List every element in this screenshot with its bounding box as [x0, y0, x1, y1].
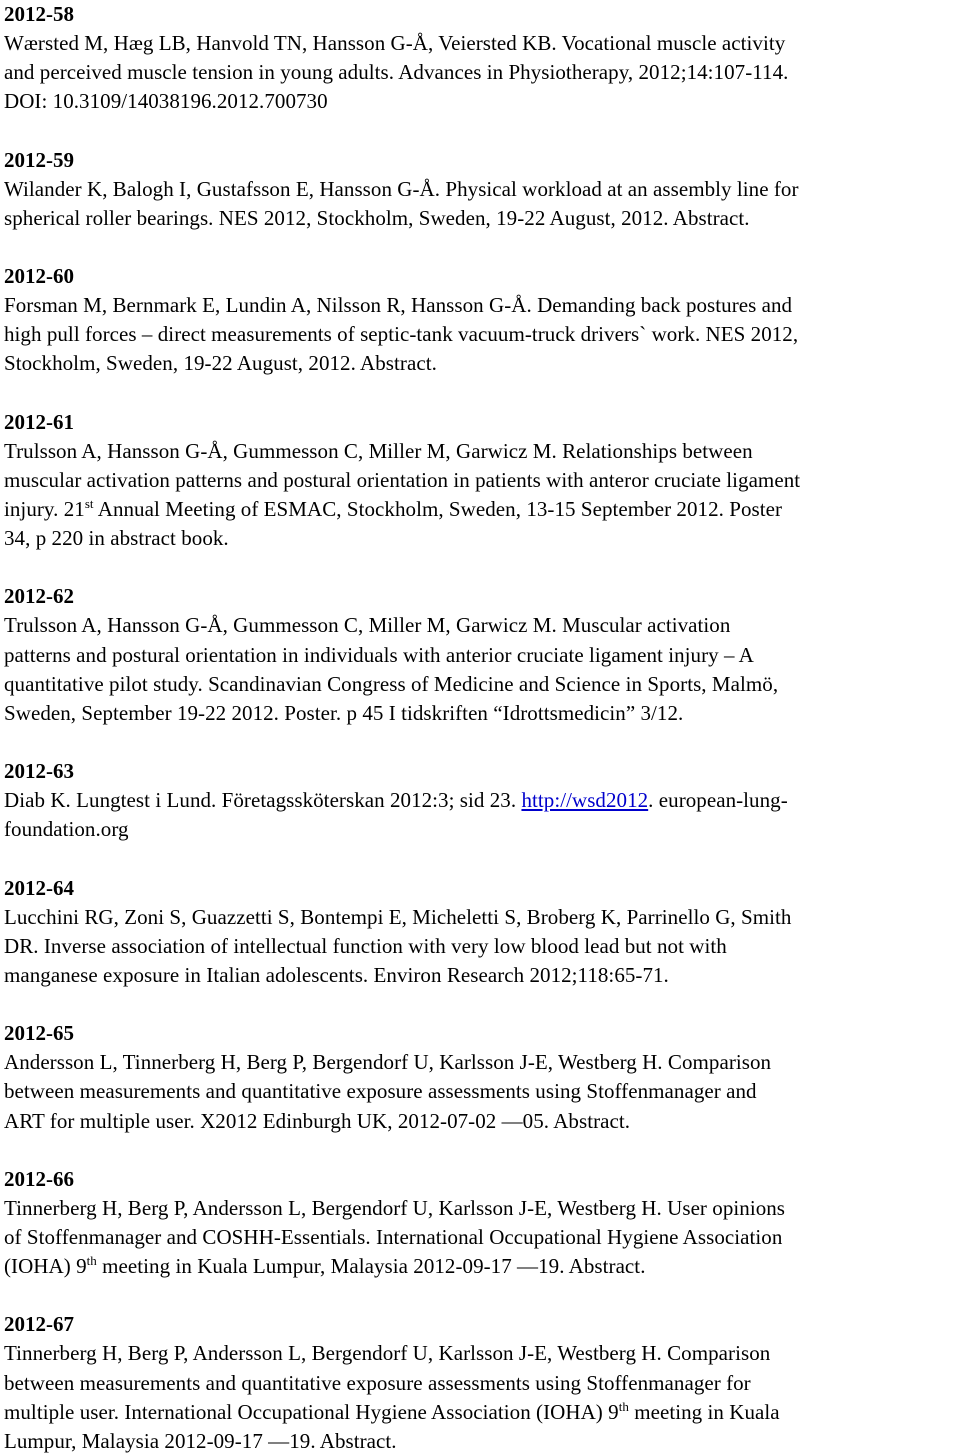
entry-line: Andersson L, Tinnerberg H, Berg P, Bergendorf U, Karlsson J-E, Westberg H. Comparison — [4, 1050, 772, 1075]
entry-line: Trulsson A, Hansson G-Å, Gummesson C, Miller M, Garwicz M. Relationships between — [4, 438, 753, 463]
entry-2012-61 — [4, 408, 956, 554]
entry-id: 2012-63 — [4, 759, 74, 784]
entry-line-segment: . european-lung- — [648, 788, 788, 813]
entry-id: 2012-66 — [4, 1166, 74, 1191]
entry-line: between measurements and quantitative exposure assessments using Stoffenmanager for — [4, 1370, 751, 1395]
entry-line-segment: Annual Meeting of ESMAC, Stockholm, Sweden, 13-15 September 2012. Poster — [93, 497, 783, 522]
entry-2012-67 — [4, 1310, 956, 1456]
entry-line-segment: injury. 21 — [4, 497, 85, 522]
entry-line: Tinnerberg H, Berg P, Andersson L, Bergendorf U, Karlsson J-E, Westberg H. User opinions — [4, 1195, 786, 1220]
entry-2012-62 — [4, 582, 956, 728]
entry-id: 2012-58 — [4, 2, 74, 26]
entry-line: Trulsson A, Hansson G-Å, Gummesson C, Miller M, Garwicz M. Muscular activation — [4, 613, 731, 638]
entry-text — [4, 1194, 956, 1282]
entry-line — [4, 495, 956, 524]
entry-2012-63 — [4, 757, 956, 844]
entry-text — [4, 291, 956, 379]
entry-2012-66 — [4, 1165, 956, 1282]
entry-line: DR. Inverse association of intellectual function with very low blood lead but not with — [4, 933, 727, 958]
entry-id: 2012-61 — [4, 409, 74, 434]
entry-text — [4, 1339, 956, 1456]
entry-text — [4, 903, 956, 991]
entry-line-segment: meeting in Kuala Lumpur, Malaysia 2012-09-17 —19. Abstract. — [96, 1254, 646, 1279]
entry-line: spherical roller bearings. NES 2012, Stockholm, Sweden, 19-22 August, 2012. Abstract. — [4, 205, 750, 230]
entry-line: manganese exposure in Italian adolescents. Environ Research 2012;118:65-71. — [4, 963, 669, 988]
entry-line: and perceived muscle tension in young adults. Advances in Physiotherapy, 2012;14:107-114. — [4, 60, 789, 85]
entry-line: high pull forces – direct measurements of septic-tank vacuum-truck drivers` work. NES 2012, — [4, 322, 799, 347]
entry-line: 34, p 220 in abstract book. — [4, 526, 229, 551]
entry-id: 2012-64 — [4, 875, 74, 900]
entry-line: Wærsted M, Hæg LB, Hanvold TN, Hansson G-Å, Veiersted KB. Vocational muscle activity — [4, 31, 786, 55]
entry-text — [4, 1048, 956, 1136]
entry-line — [4, 1252, 956, 1281]
entry-line: of Stoffenmanager and COSHH-Essentials. International Occupational Hygiene Association — [4, 1225, 783, 1250]
entry-line-segment: meeting in Kuala — [628, 1399, 780, 1424]
entry-2012-64 — [4, 874, 956, 991]
entry-2012-59 — [4, 146, 956, 233]
entry-2012-58 — [4, 0, 956, 117]
entry-line — [4, 786, 956, 815]
entry-id: 2012-59 — [4, 147, 74, 172]
entry-id: 2012-67 — [4, 1312, 74, 1337]
entry-line: ART for multiple user. X2012 Edinburgh UK, 2012-07-02 —05. Abstract. — [4, 1108, 631, 1133]
entry-line: between measurements and quantitative exposure assessments using Stoffenmanager and — [4, 1079, 757, 1104]
publication-list — [4, 0, 956, 1456]
ordinal-suffix: th — [618, 1398, 629, 1414]
entry-line: Forsman M, Bernmark E, Lundin A, Nilsson R, Hansson G-Å. Demanding back postures and — [4, 293, 793, 318]
entry-line: quantitative pilot study. Scandinavian Congress of Medicine and Science in Sports, Malmö, — [4, 671, 779, 696]
entry-line — [4, 1398, 956, 1427]
entry-line: Stockholm, Sweden, 19-22 August, 2012. Abstract. — [4, 351, 437, 376]
entry-text — [4, 175, 956, 233]
ordinal-suffix: st — [84, 496, 94, 512]
entry-line: Tinnerberg H, Berg P, Andersson L, Bergendorf U, Karlsson J-E, Westberg H. Comparison — [4, 1341, 771, 1366]
entry-text — [4, 29, 956, 117]
entry-line: Sweden, September 19-22 2012. Poster. p 45 I tidskriften “Idrottsmedicin” 3/12. — [4, 701, 684, 726]
entry-line: foundation.org — [4, 817, 129, 842]
entry-line-segment: Diab K. Lungtest i Lund. Företagssköterskan 2012:3; sid 23. — [4, 788, 522, 813]
entry-line: Wilander K, Balogh I, Gustafsson E, Hansson G-Å. Physical workload at an assembly line for — [4, 176, 799, 201]
entry-line: patterns and postural orientation in individuals with anterior cruciate ligament injury – A — [4, 642, 754, 667]
entry-line: DOI: 10.3109/14038196.2012.700730 — [4, 89, 328, 114]
entry-line-segment: multiple user. International Occupational Hygiene Association (IOHA) 9 — [4, 1399, 619, 1424]
entry-line: Lucchini RG, Zoni S, Guazzetti S, Bontempi E, Micheletti S, Broberg K, Parrinello G, Smith — [4, 904, 792, 929]
entry-2012-60 — [4, 262, 956, 379]
entry-2012-65 — [4, 1019, 956, 1136]
wsd2012-link[interactable]: http://wsd2012 — [521, 788, 649, 813]
ordinal-suffix: th — [86, 1253, 97, 1269]
entry-text — [4, 437, 956, 554]
entry-id: 2012-65 — [4, 1021, 74, 1046]
entry-line: muscular activation patterns and postural orientation in patients with anteror cruciate ligament — [4, 467, 801, 492]
entry-id: 2012-62 — [4, 584, 74, 609]
entry-line: Lumpur, Malaysia 2012-09-17 —19. Abstract. — [4, 1429, 397, 1454]
entry-text — [4, 786, 956, 844]
entry-text — [4, 611, 956, 728]
entry-id: 2012-60 — [4, 264, 74, 289]
entry-line-segment: (IOHA) 9 — [4, 1254, 87, 1279]
